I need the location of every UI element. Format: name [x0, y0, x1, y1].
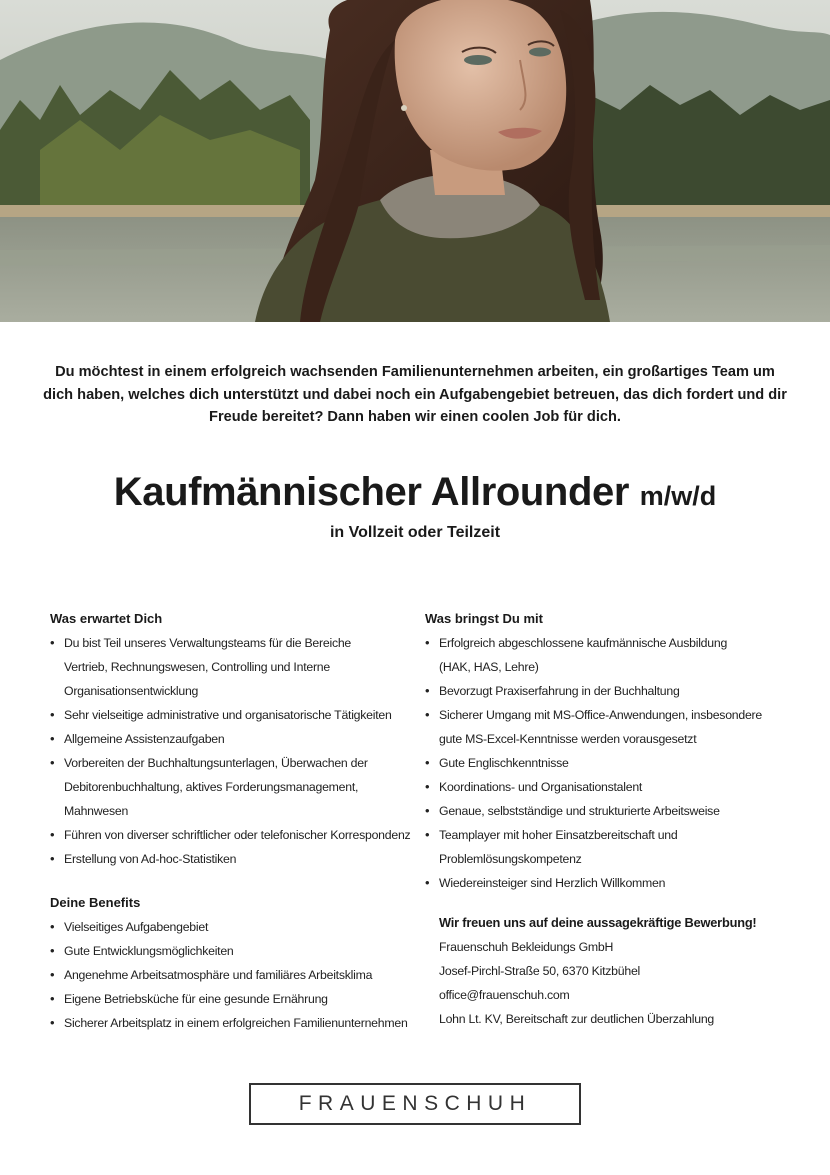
bring-heading: Was bringst Du mit [425, 611, 543, 626]
benefit-item: • Gute Entwicklungsmöglichkeiten [50, 939, 430, 963]
expect-item: • Erstellung von Ad-hoc-Statistiken [50, 847, 430, 871]
right-column [425, 607, 805, 1031]
bring-item: • Gute Englischkenntnisse [425, 751, 805, 775]
expect-list [50, 631, 430, 871]
hero-photo [0, 0, 830, 322]
bring-item: • Sicherer Umgang mit MS-Office-Anwendungen, insbesondere gute MS-Excel-Kenntnisse werden vorausgesetzt [425, 703, 805, 751]
benefits-heading: Deine Benefits [50, 895, 141, 910]
contact-block [425, 911, 805, 1031]
job-subtitle: in Vollzeit oder Teilzeit [329, 524, 501, 541]
intro-text: Du möchtest in einem erfolgreich wachsenden Familienunternehmen arbeiten, ein großartiges Team um dich haben, welches dich unterstützt und dabei noch ein Aufgabengebiet betreuen, das dich fordert und dir Freude bereitet? Dann haben wir einen coolen Job für dich. [43, 364, 787, 425]
bring-list [425, 631, 805, 895]
benefit-item: • Angenehme Arbeitsatmosphäre und familiäres Arbeitsklima [50, 963, 430, 987]
expect-heading: Was erwartet Dich [50, 611, 163, 626]
left-column [50, 607, 430, 1035]
woman-by-lake-photo [0, 0, 830, 322]
benefit-item: • Vielseitiges Aufgabengebiet [50, 915, 430, 939]
bring-item: • Teamplayer mit hoher Einsatzbereitschaft und Problemlösungskompetenz [425, 823, 805, 871]
benefit-item: • Eigene Betriebsküche für eine gesunde Ernährung [50, 987, 430, 1011]
job-title-block [0, 466, 830, 542]
company-address: Josef-Pirchl-Straße 50, 6370 Kitzbühel [439, 964, 641, 978]
expect-item: • Du bist Teil unseres Verwaltungsteams für die Bereiche Vertrieb, Rechnungswesen, Controlling und Interne Organisationsentwicklung [50, 631, 430, 703]
company-name: Frauenschuh Bekleidungs GmbH [439, 940, 614, 954]
contact-email[interactable]: office@frauenschuh.com [439, 988, 570, 1002]
bring-item: • Koordinations- und Organisationstalent [425, 775, 805, 799]
bring-item: • Bevorzugt Praxiserfahrung in der Buchhaltung [425, 679, 805, 703]
expect-item: • Sehr vielseitige administrative und organisatorische Tätigkeiten [50, 703, 430, 727]
expect-item: • Allgemeine Assistenzaufgaben [50, 727, 430, 751]
expect-item: • Führen von diverser schriftlicher oder telefonischer Korrespondenz [50, 823, 430, 847]
application-cta: Wir freuen uns auf deine aussagekräftige Bewerbung! [439, 915, 757, 930]
job-title [0, 466, 830, 522]
frauenschuh-logo: FRAUENSCHUH [249, 1083, 581, 1125]
bring-item: • Wiedereinsteiger sind Herzlich Willkommen [425, 871, 805, 895]
bring-item: • Erfolgreich abgeschlossene kaufmännische Ausbildung (HAK, HAS, Lehre) [425, 631, 805, 679]
job-title-text: Kaufmännischer Allrounder [113, 470, 630, 514]
benefit-item: • Sicherer Arbeitsplatz in einem erfolgreichen Familienunternehmen [50, 1011, 430, 1035]
bring-item: • Genaue, selbstständige und strukturierte Arbeitsweise [425, 799, 805, 823]
benefits-list [50, 915, 430, 1035]
expect-item: • Vorbereiten der Buchhaltungsunterlagen, Überwachen der Debitorenbuchhaltung, aktives Forderungsmanagement, Mahnwesen [50, 751, 430, 823]
job-title-suffix: m/w/d [639, 481, 717, 511]
salary-note: Lohn Lt. KV, Bereitschaft zur deutlichen Überzahlung [439, 1012, 715, 1026]
